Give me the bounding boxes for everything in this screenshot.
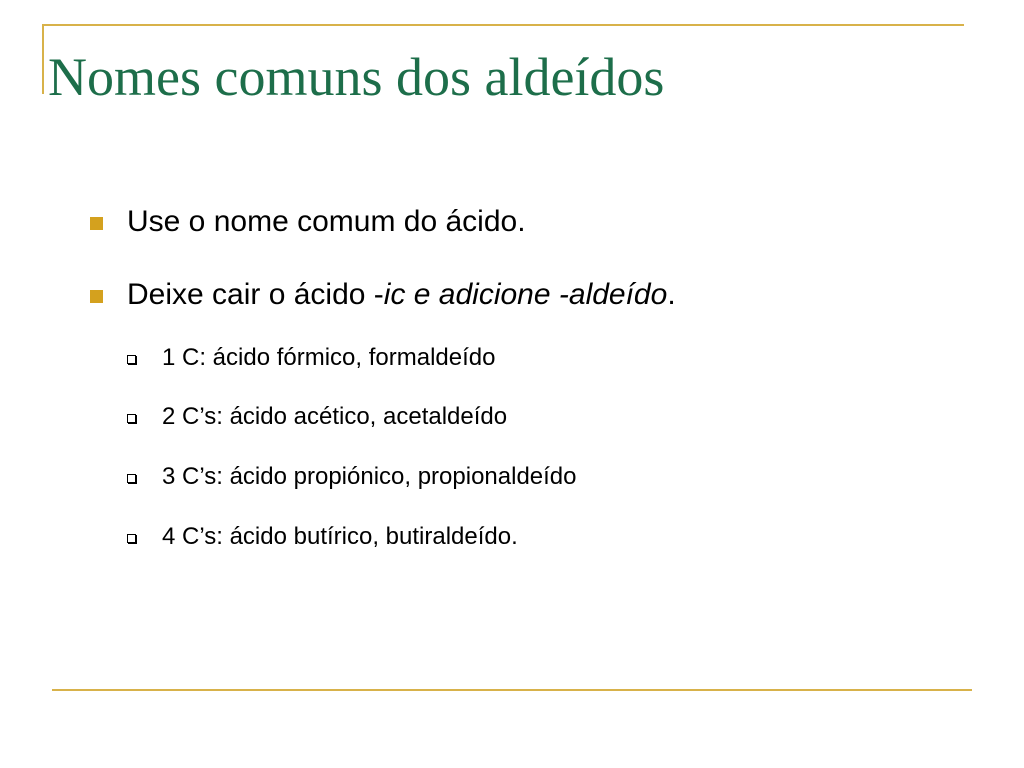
sub-bullet-text: 3 C’s: ácido propiónico, propionaldeído xyxy=(162,463,577,490)
bullet-text-period: . xyxy=(667,278,676,311)
square-bullet-icon xyxy=(90,217,103,230)
bullet-text-italic: ic e adicione -aldeído xyxy=(383,278,668,311)
sub-bullet-text: 1 C: ácido fórmico, formaldeído xyxy=(162,344,496,371)
hollow-square-bullet-icon xyxy=(127,534,136,543)
sub-bullet-text: 2 C’s: ácido acético, acetaldeído xyxy=(162,403,508,430)
square-bullet-icon xyxy=(90,290,103,303)
sub-bullet-text: 4 C’s: ácido butírico, butiraldeído. xyxy=(162,523,518,550)
top-border-line xyxy=(42,24,964,26)
hollow-square-bullet-icon xyxy=(127,414,136,423)
bullet-text: Use o nome comum do ácido. xyxy=(127,205,526,238)
left-border-line xyxy=(42,24,44,94)
slide-title: Nomes comuns dos aldeídos xyxy=(48,47,665,107)
hollow-square-bullet-icon xyxy=(127,474,136,483)
bullet-text-plain: Deixe cair o ácido - xyxy=(127,278,384,311)
bottom-border-line xyxy=(52,689,972,691)
hollow-square-bullet-icon xyxy=(127,355,136,364)
bullet-text xyxy=(127,275,676,315)
